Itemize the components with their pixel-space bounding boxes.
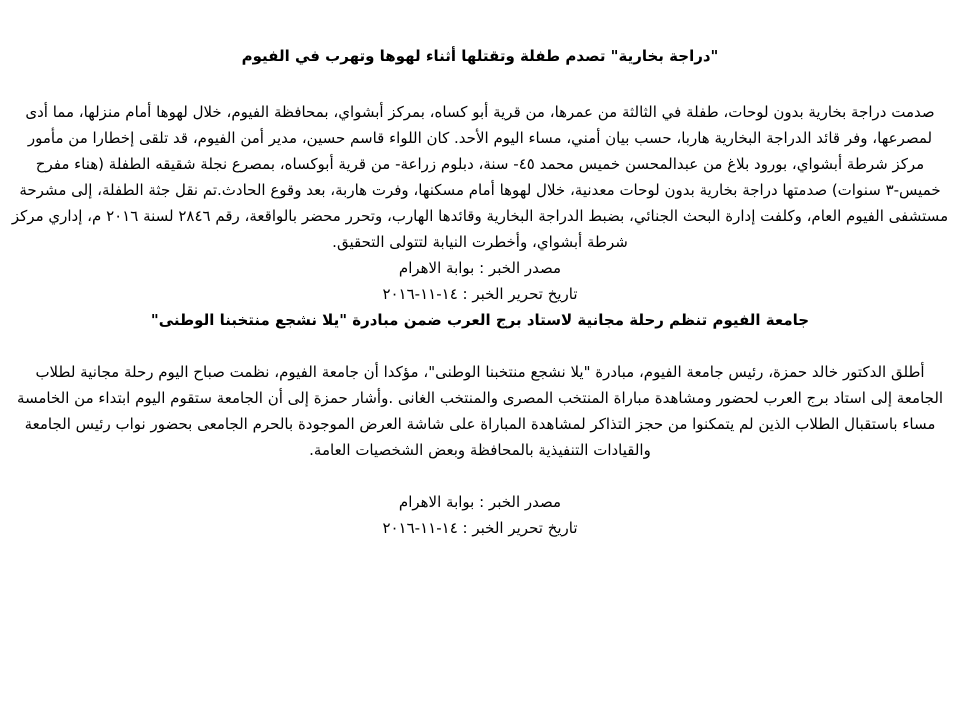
article-2-date: تاريخ تحرير الخبر : ١٤-١١-٢٠١٦ — [382, 519, 578, 537]
article-2-source: مصدر الخبر : بوابة الاهرام — [398, 493, 562, 511]
article-1-source: مصدر الخبر : بوابة الاهرام — [398, 259, 562, 277]
article-1-date: تاريخ تحرير الخبر : ١٤-١١-٢٠١٦ — [382, 285, 578, 303]
article-2-body: أطلق الدكتور خالد حمزة، رئيس جامعة الفيوم، مبادرة "يلا نشجع منتخبنا الوطنى"، مؤكدا أن جامعة الفيوم، نظمت صباح اليوم رحلة مجانية لطلاب الجامعة إلى استاد برج العرب لحضور ومشاهدة مباراة المنتخب المصرى والمنتخب الغانى .وأشار حمزة إلى أن الجامعة ستقوم اليوم ابتداء من الخامسة مساء باستقبال الطلاب الذين لم يتمكنوا من حجز التذاكر لمشاهدة المباراة على شاشة العرض الموجودة بالحرم الجامعى بحضور نواب رئيس الجامعة والقيادات التنفيذية بالمحافظة وبعض الشخصيات العامة. — [16, 363, 944, 459]
news-document — [10, 38, 950, 541]
article-1-body: صدمت دراجة بخارية بدون لوحات، طفلة في الثالثة من عمرها، من قرية أبو كساه، بمركز أبشواي، بمحافظة الفيوم، خلال لهوها أمام منزلها، مما أدى لمصرعها، وفر قائد الدراجة البخارية هاربا، حسب بيان أمني، مساء اليوم الأحد. كان اللواء قاسم حسين، مدير أمن الفيوم، قد تلقى إخطارا من مأمور مركز شرطة أبشواي، بورود بلاغ من عبدالمحسن خميس محمد ٤٥- سنة، دبلوم زراعة- من قرية أبوكساه، بمصرع نجلة شقيقه الطفلة (هناء مفرح خميس-٣ سنوات) صدمتها دراجة بخارية بدون لوحات معدنية، خلال لهوها أمام مسكنها، وفرت هاربة، بعد وقوع الحادث.تم نقل جثة الطفلة، إلى مشرحة مستشفى الفيوم العام، وكلفت إدارة البحث الجنائي، بضبط الدراجة البخارية وقائدها الهارب، وتحرر محضر بالواقعة، رقم ٢٨٤٦ لسنة ٢٠١٦ م، إداري مركز شرطة أبشواي، وأخطرت النيابة لتتولى التحقيق. — [11, 103, 949, 251]
article-1-title: "دراجة بخارية" تصدم طفلة وتقتلها أثناء لهوها وتهرب في الفيوم — [241, 47, 719, 65]
article-2-title: جامعة الفيوم تنظم رحلة مجانية لاستاد برج العرب ضمن مبادرة "يلا نشجع منتخبنا الوطنى" — [150, 311, 810, 329]
